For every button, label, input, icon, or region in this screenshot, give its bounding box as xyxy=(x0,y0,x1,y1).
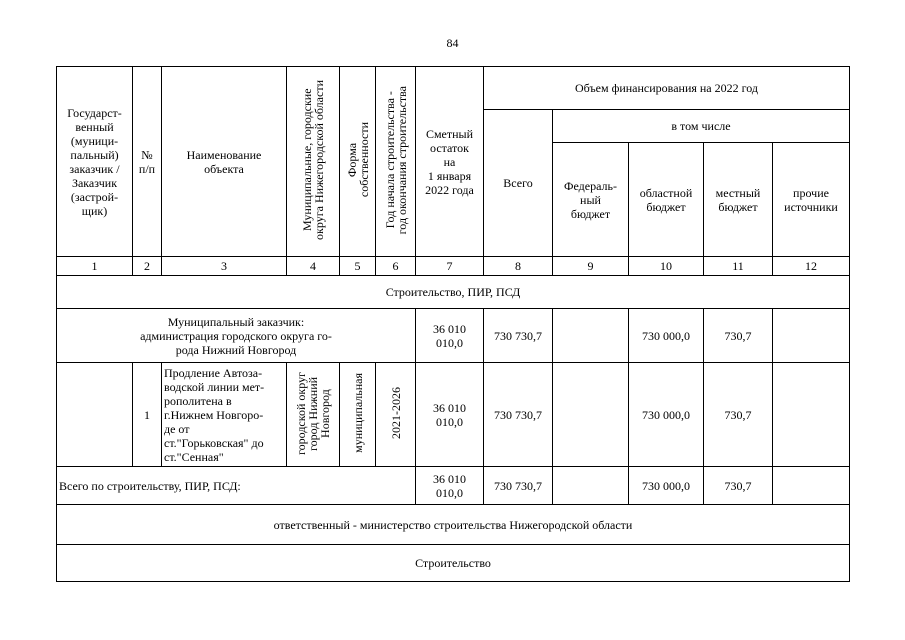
total-local: 730,7 xyxy=(704,467,773,505)
header-customer: Государст- венный (муници- пальный) заказчик / Заказчик (застрой- щик) xyxy=(57,67,133,257)
header-financing: Объем финансирования на 2022 год xyxy=(484,67,850,110)
customer-row xyxy=(57,309,850,363)
header-years: Год начала строительства - год окончания строительства xyxy=(376,67,416,257)
object-district: городской округ город Нижний Новгород xyxy=(287,363,340,467)
col-number: 10 xyxy=(629,257,704,276)
total-other xyxy=(773,467,850,505)
total-regional: 730 000,0 xyxy=(629,467,704,505)
header-total: Всего xyxy=(484,110,553,257)
header-including: в том числе xyxy=(553,110,850,143)
customer-federal xyxy=(553,309,629,363)
object-local: 730,7 xyxy=(704,363,773,467)
header-local: местный бюджет xyxy=(704,143,773,257)
col-number: 7 xyxy=(416,257,484,276)
customer-total: 730 730,7 xyxy=(484,309,553,363)
col-number: 6 xyxy=(376,257,416,276)
header-other: прочие источники xyxy=(773,143,850,257)
object-regional: 730 000,0 xyxy=(629,363,704,467)
header-number: № п/п xyxy=(133,67,162,257)
customer-estimate: 36 010 010,0 xyxy=(416,309,484,363)
customer-local: 730,7 xyxy=(704,309,773,363)
col-number: 5 xyxy=(340,257,376,276)
total-row xyxy=(57,467,850,505)
page-number: 84 xyxy=(446,36,459,50)
col-number: 8 xyxy=(484,257,553,276)
header-federal: Федераль- ный бюджет xyxy=(553,143,629,257)
customer-label: Муниципальный заказчик: администрация городского округа го- рода Нижний Новгород xyxy=(57,309,416,363)
header-regional: областной бюджет xyxy=(629,143,704,257)
total-federal xyxy=(553,467,629,505)
financing-table xyxy=(56,66,850,582)
col-number: 12 xyxy=(773,257,850,276)
total-estimate: 36 010 010,0 xyxy=(416,467,484,505)
header-estimate: Сметный остаток на 1 января 2022 года xyxy=(416,67,484,257)
col-number: 4 xyxy=(287,257,340,276)
header-ownership: Форма собственности xyxy=(340,67,376,257)
col-number: 2 xyxy=(133,257,162,276)
object-row xyxy=(57,363,850,467)
object-ownership: муниципальная xyxy=(340,363,376,467)
total-label: Всего по строительству, ПИР, ПСД: xyxy=(57,467,416,505)
object-name: Продление Автоза- водской линии мет- рополитена в г.Нижнем Новгоро- де от ст."Горьковская" до ст."Сенная" xyxy=(162,363,287,467)
responsible-row: ответственный - министерство строительства Нижегородской области xyxy=(57,505,850,545)
header-municipality: Муниципальные, городские округа Нижегородской области xyxy=(287,67,340,257)
customer-regional: 730 000,0 xyxy=(629,309,704,363)
header-object-name: Наименование объекта xyxy=(162,67,287,257)
col-number: 11 xyxy=(704,257,773,276)
object-customer-empty xyxy=(57,363,133,467)
object-number: 1 xyxy=(133,363,162,467)
section-construction: Строительство xyxy=(57,545,850,582)
object-years: 2021-2026 xyxy=(376,363,416,467)
customer-other xyxy=(773,309,850,363)
col-number: 1 xyxy=(57,257,133,276)
total-total: 730 730,7 xyxy=(484,467,553,505)
object-total: 730 730,7 xyxy=(484,363,553,467)
section-construction-pir: Строительство, ПИР, ПСД xyxy=(57,276,850,309)
object-estimate: 36 010 010,0 xyxy=(416,363,484,467)
object-other xyxy=(773,363,850,467)
col-number: 3 xyxy=(162,257,287,276)
col-number: 9 xyxy=(553,257,629,276)
object-federal xyxy=(553,363,629,467)
column-numbers-row xyxy=(57,257,850,276)
